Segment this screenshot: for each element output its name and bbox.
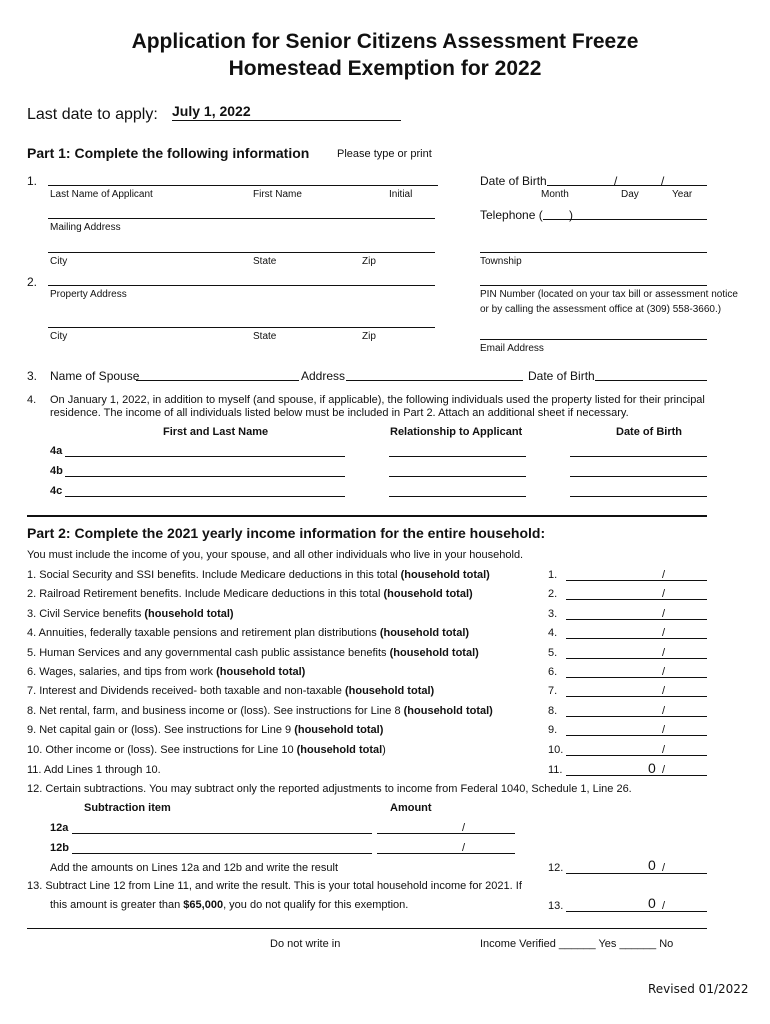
income-line-9-slash: / xyxy=(662,724,666,736)
dob-slash-1: / xyxy=(614,174,618,188)
row-4c-relationship-field[interactable] xyxy=(389,496,526,497)
zip-label: Zip xyxy=(362,256,376,267)
income-line-6-number: 6. xyxy=(548,666,558,678)
applicant-name-field[interactable] xyxy=(48,185,438,186)
footer-divider xyxy=(27,928,707,929)
spouse-name-field[interactable] xyxy=(136,380,299,381)
household-total-label: (household total) xyxy=(400,569,490,581)
income-line-5-number: 5. xyxy=(548,647,558,659)
first-name-label: First Name xyxy=(253,189,302,200)
pin-number-field[interactable] xyxy=(480,285,707,286)
township-field[interactable] xyxy=(480,252,707,253)
form-title-line1: Application for Senior Citizens Assessment Freeze xyxy=(131,30,639,53)
subtraction-item-header: Subtraction item xyxy=(84,802,171,814)
last-date-line xyxy=(172,120,401,121)
income-line-5-text xyxy=(27,647,479,659)
income-line-8-number: 8. xyxy=(548,705,558,717)
part2-divider xyxy=(27,515,707,517)
row-4a-label: 4a xyxy=(50,445,63,457)
initial-label: Initial xyxy=(389,189,413,200)
row-12b-label: 12b xyxy=(50,842,69,854)
income-line-3-number: 3. xyxy=(548,608,558,620)
item-number-4: 4. xyxy=(27,394,37,406)
city-label: City xyxy=(50,256,68,267)
household-total-label: (household total) xyxy=(216,666,306,678)
line-13-text-a-content: 13. Subtract Line 12 from Line 11, and write the result. This is your total household income for 2021. If xyxy=(27,880,522,892)
income-line-desc: 4. Annuities, federally taxable pensions and retirement plan distributions xyxy=(27,627,380,639)
household-total-label: (household total) xyxy=(344,685,435,697)
income-line-10-amount-field[interactable] xyxy=(566,755,707,756)
income-line-1-slash: / xyxy=(662,569,666,581)
line-11-amount-field[interactable] xyxy=(566,775,707,776)
item-number-1: 1. xyxy=(27,174,38,188)
income-verified-label: Income Verified ______ Yes ______ No xyxy=(480,938,674,950)
property-address-field[interactable] xyxy=(48,285,435,286)
line-12-add-text: Add the amounts on Lines 12a and 12b and write the result xyxy=(50,862,339,874)
income-line-2-text xyxy=(27,588,473,600)
row-12a-item-field[interactable] xyxy=(72,833,372,834)
property-city-field[interactable] xyxy=(48,327,435,328)
row-12b-amount-field[interactable] xyxy=(377,853,515,854)
pin-label-line2: or by calling the assessment office at (309) 558-3660.) xyxy=(480,304,722,315)
col-dob-header: Date of Birth xyxy=(616,426,682,438)
income-line-7-amount-field[interactable] xyxy=(566,696,707,697)
household-total-label: (household total) xyxy=(383,588,473,600)
township-label: Township xyxy=(480,256,522,267)
dob-label: Date of Birth xyxy=(480,174,547,188)
spouse-name-label: Name of Spouse xyxy=(50,369,140,383)
income-line-desc: 1. Social Security and SSI benefits. Include Medicare deductions in this total xyxy=(27,569,401,581)
row-4b-label: 4b xyxy=(50,465,63,477)
income-line-3-amount-field[interactable] xyxy=(566,619,707,620)
email-field[interactable] xyxy=(480,339,707,340)
mailing-city-field[interactable] xyxy=(48,252,435,253)
line-12-text: 12. Certain subtractions. You may subtract only the reported adjustments to income from Federal 1040, Schedule 1, Line 26. xyxy=(27,783,632,795)
telephone-field[interactable] xyxy=(543,219,707,220)
col-name-header: First and Last Name xyxy=(163,426,269,438)
item-number-3: 3. xyxy=(27,369,38,383)
applicant-dob-field[interactable] xyxy=(547,185,707,186)
income-line-1-number: 1. xyxy=(548,569,558,581)
household-total-label: (household total) xyxy=(144,608,234,620)
dob-slash-2: / xyxy=(661,174,665,188)
email-label: Email Address xyxy=(480,343,544,354)
income-line-3-slash: / xyxy=(662,608,666,620)
income-line-4-slash: / xyxy=(662,627,666,639)
q4-text-line2: residence. The income of all individuals listed below must be included in Part 2. Attach an additional sheet if necessary. xyxy=(50,407,629,419)
row-12a-amount-field[interactable] xyxy=(377,833,515,834)
row-12b-item-field[interactable] xyxy=(72,853,372,854)
income-line-desc: 8. Net rental, farm, and business income or (loss). See instructions for Line 8 xyxy=(27,705,404,717)
line-13-post: , you do not qualify for this exemption. xyxy=(223,899,409,911)
line-13-text-a xyxy=(27,880,522,892)
part2-intro: You must include the income of you, your spouse, and all other individuals who live in your household. xyxy=(27,549,524,561)
part1-note: Please type or print xyxy=(337,148,432,160)
month-label: Month xyxy=(541,189,569,200)
pin-label-line1: PIN Number (located on your tax bill or assessment notice xyxy=(480,289,738,300)
income-line-desc: 5. Human Services and any governmental cash public assistance benefits xyxy=(27,647,390,659)
row-4c-dob-field[interactable] xyxy=(570,496,707,497)
row-4b-relationship-field[interactable] xyxy=(389,476,526,477)
last-date-value: July 1, 2022 xyxy=(172,103,251,119)
row-4c-name-field[interactable] xyxy=(65,496,345,497)
income-line-desc: 10. Other income or (loss). See instructions for Line 10 xyxy=(27,744,297,756)
income-line-5-slash: / xyxy=(662,647,666,659)
income-line-7-slash: / xyxy=(662,685,666,697)
income-line-9-number: 9. xyxy=(548,724,558,736)
row-4c-label: 4c xyxy=(50,485,63,497)
line-13-text-b xyxy=(50,899,408,911)
telephone-close-paren: ) xyxy=(569,208,573,222)
state-label: State xyxy=(253,256,277,267)
household-total-label: (household total) xyxy=(379,627,470,639)
income-line-6-amount-field[interactable] xyxy=(566,677,707,678)
income-line-6-text xyxy=(27,666,305,678)
revised-date: Revised 01/2022 xyxy=(648,982,749,996)
col-relationship-header: Relationship to Applicant xyxy=(390,426,523,438)
q4-text-line1: On January 1, 2022, in addition to myself (and spouse, if applicable), the following individuals used the property listed for their principal xyxy=(50,394,705,406)
part1-heading: Part 1: Complete the following information xyxy=(27,145,310,161)
income-line-6-slash: / xyxy=(662,666,666,678)
household-total-label: (household total) xyxy=(403,705,493,717)
spouse-dob-field[interactable] xyxy=(595,380,707,381)
form-title-line2: Homestead Exemption for 2022 xyxy=(228,57,542,80)
day-label: Day xyxy=(621,189,639,200)
income-line-1-text xyxy=(27,569,490,581)
spouse-address-label: Address xyxy=(301,369,346,383)
line-13-amount-field[interactable] xyxy=(566,911,707,912)
income-line-9-amount-field[interactable] xyxy=(566,735,707,736)
income-line-tail: ) xyxy=(382,744,386,756)
spouse-dob-label: Date of Birth xyxy=(528,369,595,383)
income-line-desc: 2. Railroad Retirement benefits. Include Medicare deductions in this total xyxy=(27,588,384,600)
income-line-2-amount-field[interactable] xyxy=(566,599,707,600)
line-11-text: 11. Add Lines 1 through 10. xyxy=(27,764,161,776)
row-4a-name-field[interactable] xyxy=(65,456,345,457)
row-4a-relationship-field[interactable] xyxy=(389,456,526,457)
income-line-10-text xyxy=(27,744,386,756)
mailing-address-label: Mailing Address xyxy=(50,222,121,233)
income-line-10-slash: / xyxy=(662,744,666,756)
income-line-7-text xyxy=(27,685,434,697)
property-address-label: Property Address xyxy=(50,289,127,300)
row-4b-name-field[interactable] xyxy=(65,476,345,477)
row-4b-dob-field[interactable] xyxy=(570,476,707,477)
row-12b-slash: / xyxy=(462,842,466,854)
line-12-amount-field[interactable] xyxy=(566,873,707,874)
item-number-2: 2. xyxy=(27,275,38,289)
row-4a-dob-field[interactable] xyxy=(570,456,707,457)
row-12a-label: 12a xyxy=(50,822,69,834)
line-11-slash: / xyxy=(662,764,666,776)
last-name-label: Last Name of Applicant xyxy=(50,189,153,200)
line-12-slash: / xyxy=(662,862,666,874)
income-line-1-amount-field[interactable] xyxy=(566,580,707,581)
income-line-7-number: 7. xyxy=(548,685,558,697)
property-zip-label: Zip xyxy=(362,331,376,342)
income-line-8-text xyxy=(27,705,493,717)
subtraction-amount-header: Amount xyxy=(390,802,432,814)
income-line-3-text xyxy=(27,608,234,620)
property-city-label: City xyxy=(50,331,68,342)
do-not-write-label: Do not write in xyxy=(270,938,341,950)
household-total-label: (household total) xyxy=(389,647,479,659)
part2-heading: Part 2: Complete the 2021 yearly income information for the entire household: xyxy=(27,525,546,541)
income-line-8-amount-field[interactable] xyxy=(566,716,707,717)
mailing-address-field[interactable] xyxy=(48,218,435,219)
line-12-number: 12. xyxy=(548,862,564,874)
income-line-desc: 9. Net capital gain or (loss). See instructions for Line 9 xyxy=(27,724,295,736)
line-13-threshold: $65,000 xyxy=(183,899,224,911)
line-13-number: 13. xyxy=(548,900,564,912)
income-line-8-slash: / xyxy=(662,705,666,717)
row-12a-slash: / xyxy=(462,822,466,834)
income-line-9-text xyxy=(27,724,383,736)
income-line-desc: 3. Civil Service benefits xyxy=(27,608,145,620)
telephone-label: Telephone ( xyxy=(480,208,543,222)
income-line-desc: 6. Wages, salaries, and tips from work xyxy=(27,666,217,678)
last-date-label: Last date to apply: xyxy=(27,106,158,123)
spouse-address-field[interactable] xyxy=(346,380,523,381)
property-state-label: State xyxy=(253,331,277,342)
household-total-label: (household total) xyxy=(294,724,384,736)
income-line-4-text xyxy=(27,627,469,639)
income-line-10-number: 10. xyxy=(548,744,564,756)
line-13-pre: this amount is greater than xyxy=(50,899,184,911)
income-line-4-number: 4. xyxy=(548,627,558,639)
income-line-desc: 7. Interest and Dividends received- both taxable and non-taxable xyxy=(27,685,345,697)
year-label: Year xyxy=(672,189,693,200)
line-11-value: 0 xyxy=(648,760,656,776)
line-13-value: 0 xyxy=(648,895,656,911)
line-11-number: 11. xyxy=(548,764,563,776)
income-line-5-amount-field[interactable] xyxy=(566,658,707,659)
line-12-value: 0 xyxy=(648,857,656,873)
household-total-label: (household total xyxy=(296,744,383,756)
income-line-4-amount-field[interactable] xyxy=(566,638,707,639)
income-line-2-number: 2. xyxy=(548,588,558,600)
line-13-slash: / xyxy=(662,900,666,912)
income-line-2-slash: / xyxy=(662,588,666,600)
